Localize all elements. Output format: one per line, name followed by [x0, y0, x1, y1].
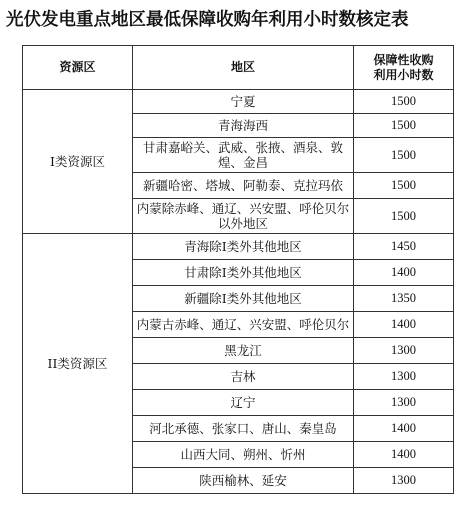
hours-cell: 1400	[354, 442, 454, 468]
table-title: 光伏发电重点地区最低保障收购年利用小时数核定表	[6, 10, 409, 30]
table-row	[23, 90, 454, 114]
group-label: II类资源区	[23, 234, 133, 494]
area-cell: 陕西榆林、延安	[133, 468, 354, 494]
hours-cell: 1500	[354, 114, 454, 138]
table-row	[23, 234, 454, 260]
hours-cell: 1350	[354, 286, 454, 312]
area-cell: 青海除I类外其他地区	[133, 234, 354, 260]
area-cell: 宁夏	[133, 90, 354, 114]
hours-cell: 1300	[354, 338, 454, 364]
area-cell: 新疆除I类外其他地区	[133, 286, 354, 312]
hours-cell: 1500	[354, 138, 454, 173]
area-cell: 内蒙除赤峰、通辽、兴安盟、呼伦贝尔以外地区	[133, 199, 354, 234]
area-cell: 甘肃除I类外其他地区	[133, 260, 354, 286]
hours-cell: 1400	[354, 260, 454, 286]
hours-cell: 1450	[354, 234, 454, 260]
area-cell: 河北承德、张家口、唐山、秦皇岛	[133, 416, 354, 442]
area-cell: 内蒙古赤峰、通辽、兴安盟、呼伦贝尔	[133, 312, 354, 338]
area-cell: 青海海西	[133, 114, 354, 138]
area-cell: 甘肃嘉峪关、武威、张掖、酒泉、敦煌、金昌	[133, 138, 354, 173]
header-row	[23, 46, 454, 90]
hours-cell: 1300	[354, 468, 454, 494]
area-cell: 吉林	[133, 364, 354, 390]
header-hours: 保障性收购利用小时数	[354, 46, 454, 90]
hours-cell: 1500	[354, 199, 454, 234]
header-area: 地区	[133, 46, 354, 90]
area-cell: 黑龙江	[133, 338, 354, 364]
hours-cell: 1300	[354, 364, 454, 390]
header-region-type: 资源区	[23, 46, 133, 90]
group-label: I类资源区	[23, 90, 133, 234]
area-cell: 辽宁	[133, 390, 354, 416]
quota-table	[22, 45, 454, 494]
area-cell: 新疆哈密、塔城、阿勒泰、克拉玛依	[133, 173, 354, 199]
hours-cell: 1400	[354, 312, 454, 338]
hours-cell: 1400	[354, 416, 454, 442]
hours-cell: 1300	[354, 390, 454, 416]
hours-cell: 1500	[354, 173, 454, 199]
area-cell: 山西大同、朔州、忻州	[133, 442, 354, 468]
hours-cell: 1500	[354, 90, 454, 114]
